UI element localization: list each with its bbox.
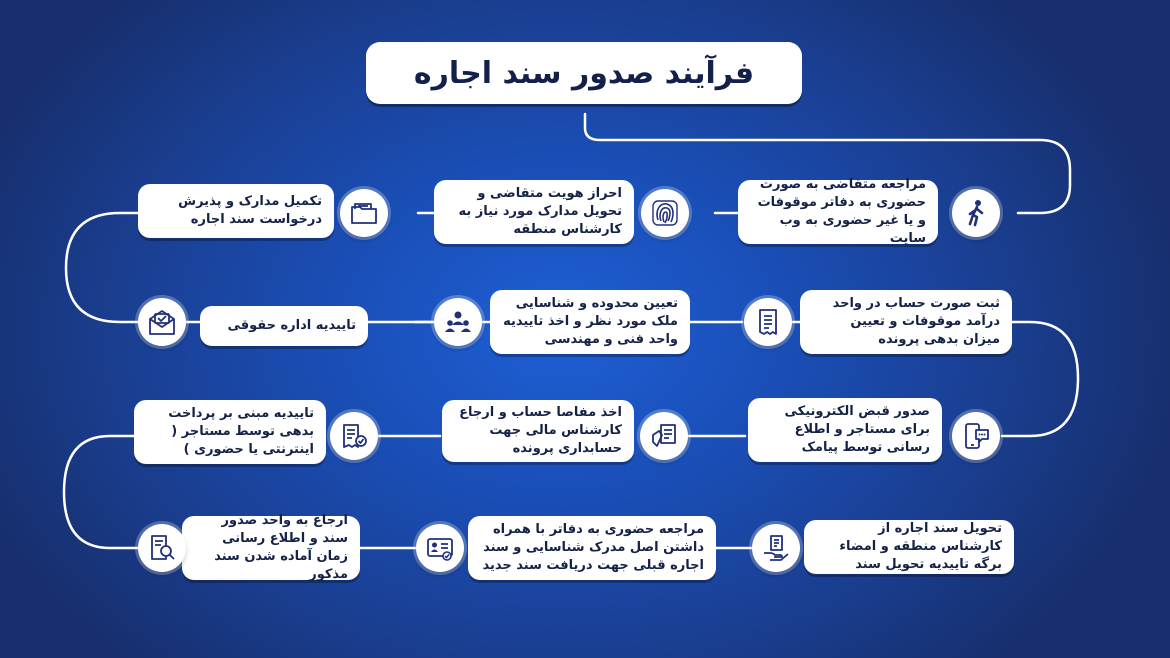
step-text-12: ارجاع به واحد صدور سند و اطلاع رسانی زمان آماده شدن سند مذکور bbox=[214, 513, 348, 582]
step-box-11 bbox=[468, 516, 716, 580]
accounting-icon bbox=[640, 412, 688, 460]
step-text-2: احراز هویت متقاضی و تحویل مدارک مورد نیاز به کارشناس منطقه bbox=[458, 186, 622, 237]
step-box-3 bbox=[138, 184, 334, 238]
invoice-icon bbox=[744, 298, 792, 346]
fingerprint-icon bbox=[641, 189, 689, 237]
step-text-4: ثبت صورت حساب در واحد درآمد موقوفات و تعیین میزان بدهی پرونده bbox=[832, 296, 1000, 347]
step-box-5 bbox=[490, 290, 690, 354]
step-box-7 bbox=[748, 398, 942, 462]
step-box-6 bbox=[200, 306, 368, 346]
search-document-icon bbox=[138, 524, 186, 572]
page-title: فرآیند صدور سند اجاره bbox=[366, 42, 802, 104]
step-text-3: تکمیل مدارک و پذیرش درخواست سند اجاره bbox=[178, 194, 322, 227]
connector-loop-right-1 bbox=[1002, 322, 1078, 436]
approved-envelope-icon bbox=[138, 298, 186, 346]
step-box-4 bbox=[800, 290, 1012, 354]
folder-icon bbox=[340, 189, 388, 237]
step-text-1: مراجعه متقاضی به صورت حضوری به دفاتر موقوفات و یا غیر حضوری به وب سایت bbox=[757, 177, 926, 246]
step-box-1 bbox=[738, 177, 938, 246]
step-text-9: تاییدیه مبنی بر پرداخت بدهی توسط مستاجر ( اینترنتی یا حضوری ) bbox=[168, 406, 314, 457]
step-box-2 bbox=[434, 180, 634, 244]
step-box-10 bbox=[804, 520, 1014, 574]
step-box-8 bbox=[442, 400, 634, 462]
step-text-6: تاییدیه اداره حقوقی bbox=[227, 318, 356, 333]
step-text-8: اخذ مفاصا حساب و ارجاع کارشناس مالی جهت حسابداری پرونده bbox=[459, 405, 622, 456]
team-icon bbox=[434, 298, 482, 346]
step-text-5: تعیین محدوده و شناسایی ملک مورد نظر و اخذ تاییدیه واحد فنی و مهندسی bbox=[503, 296, 678, 347]
connector-loop-left-1 bbox=[66, 213, 142, 322]
step-box-12 bbox=[182, 513, 360, 582]
connector-loop-left-2 bbox=[64, 436, 140, 548]
id-card-icon bbox=[416, 524, 464, 572]
mobile-sms-icon bbox=[952, 412, 1000, 460]
walking-person-icon bbox=[952, 189, 1000, 237]
step-text-10: تحویل سند اجاره از کارشناس منطقه و امضاء برگه تاییدیه تحویل سند bbox=[839, 521, 1002, 572]
step-text-7: صدور قبض الکترونیکی برای مستاجر و اطلاع رسانی توسط پیامک bbox=[784, 404, 930, 455]
step-text-11: مراجعه حضوری به دفاتر با همراه داشتن اصل مدرک شناسایی و سند اجاره قبلی جهت دریافت سند جدید bbox=[482, 522, 704, 573]
step-box-9 bbox=[134, 400, 326, 464]
document-hand-icon bbox=[752, 524, 800, 572]
payment-receipt-icon bbox=[330, 412, 378, 460]
